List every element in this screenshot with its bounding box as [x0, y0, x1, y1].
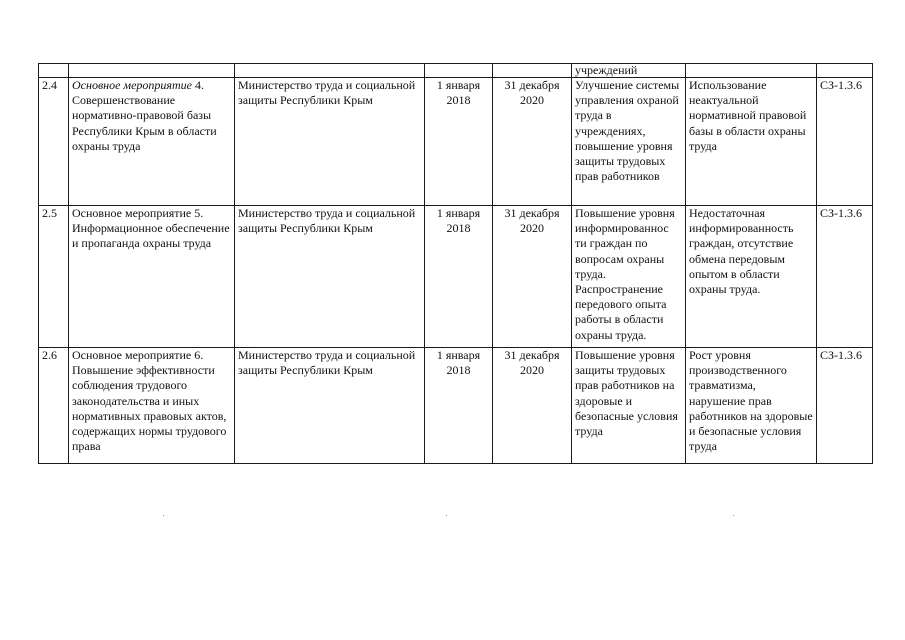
- result-cell: учреждений: [572, 64, 686, 78]
- scan-dot: [163, 515, 164, 516]
- code-cell: СЗ-1.3.6: [817, 78, 873, 206]
- code-cell: СЗ-1.3.6: [817, 206, 873, 348]
- result-cell: Повышение уровня информированнос ти граждан по вопросам охраны труда. Распространение передового опыта работы в области охраны труда.: [572, 206, 686, 348]
- table-row: [39, 78, 873, 206]
- scan-dot: [446, 515, 447, 516]
- consequences-cell: Использование неактуальной нормативной правовой базы в области охраны труда: [686, 78, 817, 206]
- executor-cell: Министерство труда и социальной защиты Республики Крым: [235, 206, 425, 348]
- table-row-continuation: [39, 64, 873, 78]
- program-events-table: [38, 63, 873, 464]
- consequences-cell: Недостаточная информированность граждан, отсутствие обмена передовым опытом в области охраны труда.: [686, 206, 817, 348]
- event-prefix: Основное мероприятие: [72, 78, 192, 92]
- result-cell: Улучшение системы управления охраной труда в учреждениях, повышение уровня защиты трудовых прав работников: [572, 78, 686, 206]
- consequences-cell: Рост уровня производственного травматизма, нарушение прав работников на здоровые и безопасные условия труда: [686, 348, 817, 464]
- start-date-cell: 1 января 2018: [425, 206, 493, 348]
- result-cell: Повышение уровня защиты трудовых прав работников на здоровые и безопасные условия труда: [572, 348, 686, 464]
- end-date-cell: 31 декабря 2020: [493, 348, 572, 464]
- event-name-cell: Основное мероприятие 5. Информационное обеспечение и пропаганда охраны труда: [69, 206, 235, 348]
- executor-cell: Министерство труда и социальной защиты Республики Крым: [235, 78, 425, 206]
- table-row: [39, 206, 873, 348]
- event-name-cell: Основное мероприятие 6. Повышение эффективности соблюдения трудового законодательства и иных нормативных правовых актов, содержащих нормы трудового права: [69, 348, 235, 464]
- start-date-cell: 1 января 2018: [425, 348, 493, 464]
- end-date-cell: 31 декабря 2020: [493, 206, 572, 348]
- row-number: 2.5: [39, 206, 69, 348]
- end-date-cell: 31 декабря 2020: [493, 78, 572, 206]
- event-name-cell: [69, 78, 235, 206]
- start-date-cell: 1 января 2018: [425, 78, 493, 206]
- executor-cell: Министерство труда и социальной защиты Республики Крым: [235, 348, 425, 464]
- row-number: 2.4: [39, 78, 69, 206]
- row-number: 2.6: [39, 348, 69, 464]
- scan-dot: [733, 515, 734, 516]
- event-rest: 4. Совершенствование нормативно-правовой базы Республики Крым в области охраны труда: [72, 78, 217, 153]
- table-row: [39, 348, 873, 464]
- code-cell: СЗ-1.3.6: [817, 348, 873, 464]
